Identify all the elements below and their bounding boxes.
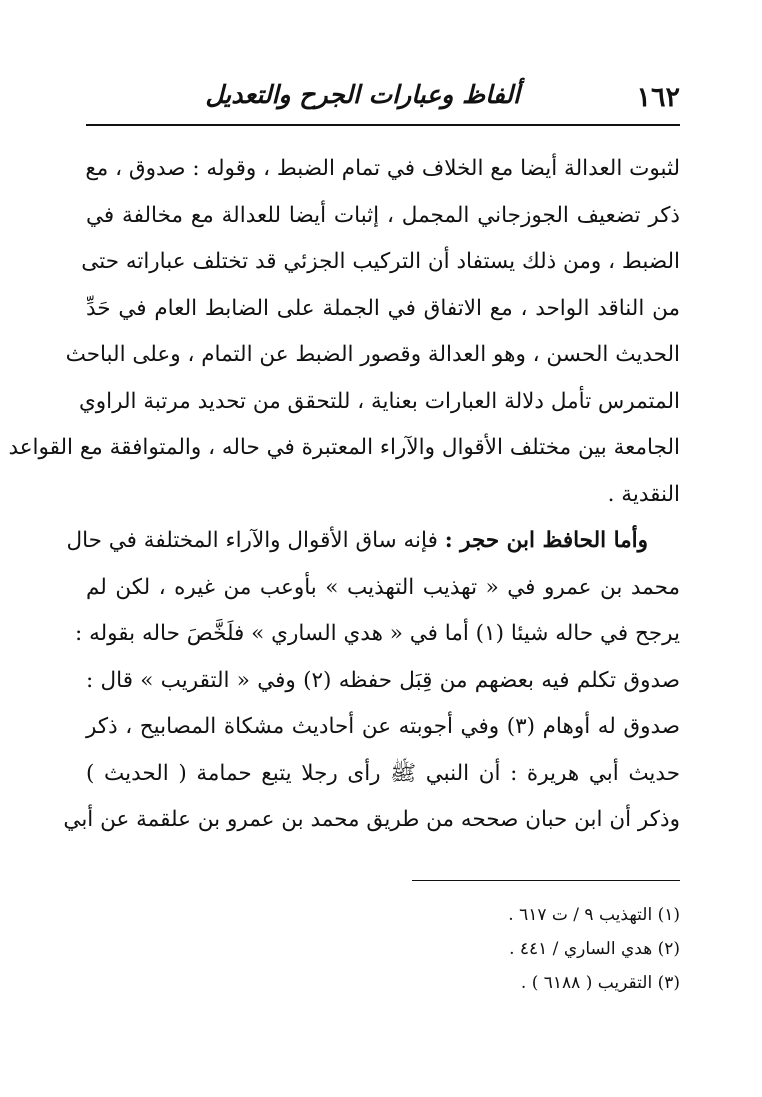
header-rule [86,124,680,126]
body-line: المتمرس تأمل دلالة العبارات بعناية ، للتحقق من تحديد مرتبة الراوي [78,388,680,414]
body-line: صدوق له أوهام (٣) وفي أجوبته عن أحاديث مشكاة المصابيح ، ذكر [86,714,680,739]
footnotes [300,898,680,1000]
running-title: ألفاظ وعبارات الجرح والتعديل [205,80,520,109]
footnote-item: (١) التهذيب ٩ / ت ٦١٧ . [508,905,680,925]
body-line: صدوق تكلم فيه بعضهم من قِبَل حفظه (٢) وفي « التقريب » قال : [86,667,680,693]
body-line: النقدية . [607,481,680,507]
body-text [8,146,680,844]
body-line: الجامعة بين مختلف الأقوال والآراء المعتبرة في حاله ، والمتوافقة مع القواعد [8,435,680,460]
body-line: ذكر تضعيف الجوزجاني المجمل ، إثبات أيضا للعدالة مع مخالفة في [86,202,680,228]
body-line: الضبط ، ومن ذلك يستفاد أن التركيب الجزئي قد تختلف عباراته حتى [81,249,680,274]
body-line: محمد بن عمرو في « تهذيب التهذيب » بأوعب من غيره ، لكن لم [86,574,680,600]
paragraph-lead-line [66,518,680,565]
body-line: من الناقد الواحد ، مع الاتفاق في الجملة على الضابط العام في حَدِّ [86,295,680,321]
paragraph-lead-heading: وأما الحافظ ابن حجر : [444,528,648,553]
page-header [86,78,680,122]
paragraph-lead-rest: فإنه ساق الأقوال والآراء المختلفة في حال [66,528,445,553]
body-line: وذكر أن ابن حبان صححه من طريق محمد بن عمرو بن علقمة عن أبي [63,807,680,832]
body-line: الحديث الحسن ، وهو العدالة وقصور الضبط عن التمام ، وعلى الباحث [65,342,680,367]
footnote-item: (٣) التقريب ( ٦١٨٨ ) . [520,973,680,993]
page-number: ١٦٢ [636,82,680,113]
footnote-item: (٢) هدي الساري / ٤٤١ . [509,939,680,959]
body-line: حديث أبي هريرة : أن النبي ﷺ رأى رجلا يتبع حمامة ( الحديث ) [86,760,680,786]
body-line: لثبوت العدالة أيضا مع الخلاف في تمام الضبط ، وقوله : صدوق ، مع [85,156,680,181]
body-line: يرجح في حاله شيئا (١) أما في « هدي الساري » فلَخَّصَ حاله بقوله : [75,621,680,646]
footnote-rule [412,880,680,881]
